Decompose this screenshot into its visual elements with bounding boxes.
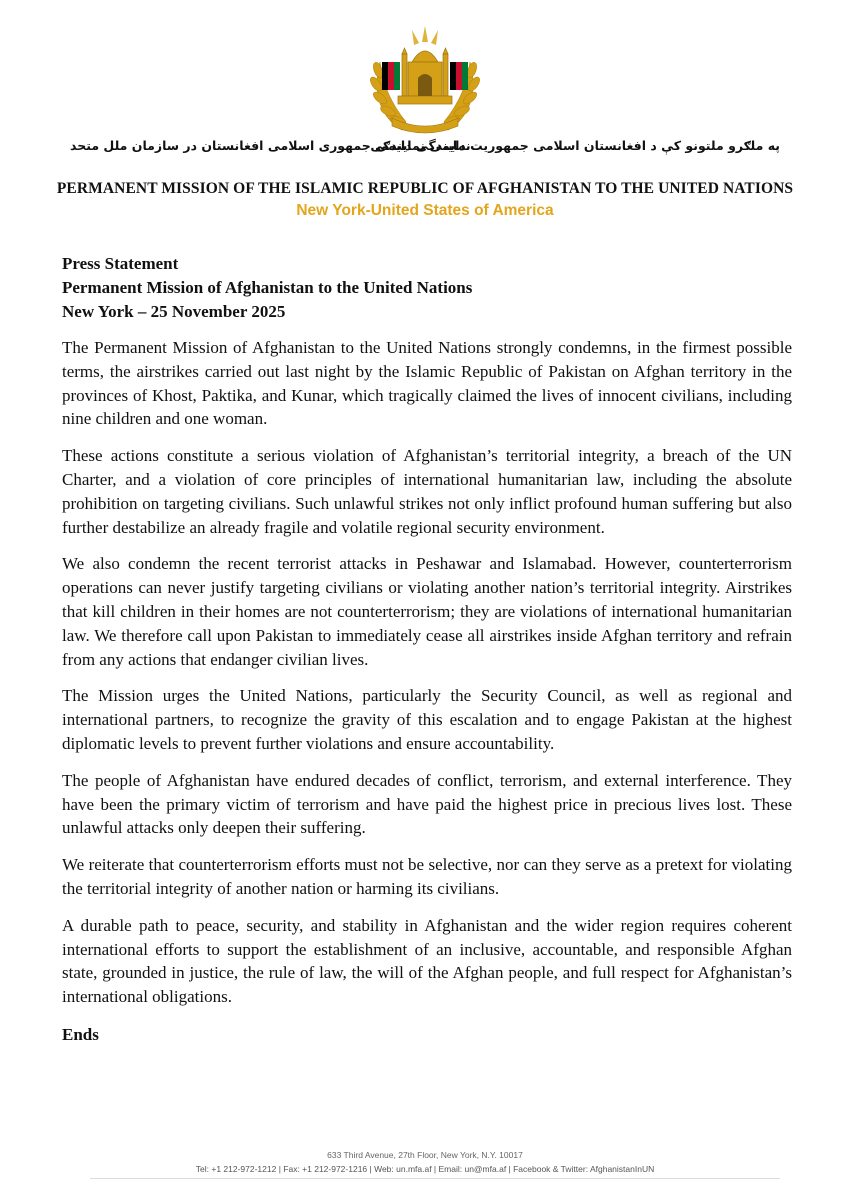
paragraph: The Permanent Mission of Afghanistan to the United Nations strongly condemns, in the firmest possible terms, the airstrikes carried out last night by the Islamic Republic of Pakistan on Afghan territory in the provinces of Khost, Paktika, and Kunar, which tragically claimed the lives of innocent civilians, including nine children and one woman.	[62, 338, 792, 429]
paragraph: We reiterate that counterterrorism efforts must not be selective, nor can they serve as a pretext for violating the territorial integrity of another nation or harming its civilians.	[62, 855, 792, 898]
footer-address: 633 Third Avenue, 27th Floor, New York, N.Y. 10017	[327, 1150, 523, 1160]
closing: Ends	[62, 1024, 99, 1044]
statement-place-date: New York – 25 November 2025	[62, 302, 286, 321]
statement-issuer: Permanent Mission of Afghanistan to the United Nations	[62, 278, 473, 297]
paragraph: We also condemn the recent terrorist attacks in Peshawar and Islamabad. However, counterterrorism operations can never justify targeting civilians or violating another nation’s territorial integrity. Airstrikes that kill children in their homes are not counterterrorism; they are violations of international humanitarian law. We therefore call upon Pakistan to immediately cease all airstrikes inside Afghan territory and refrain from any actions that endanger civilian lives.	[62, 554, 792, 669]
paragraph: A durable path to peace, security, and stability in Afghanistan and the wider region requires coherent international efforts to support the establishment of an inclusive, accountable, and responsible Afghan state, grounded in justice, the rule of law, the will of the Afghan people, and full respect for Afghanistan’s international obligations.	[62, 915, 792, 1007]
statement-body	[62, 252, 792, 1045]
statement-label: Press Statement	[62, 254, 179, 273]
mission-title: PERMANENT MISSION OF THE ISLAMIC REPUBLIC OF AFGHANISTAN TO THE UNITED NATIONS	[56, 180, 794, 197]
footer	[70, 1148, 780, 1180]
letterhead-pashto-line: په ملګرو ملتونو کې د افغانستان اسلامی جمهوریت دایمی نمایندګی	[370, 138, 780, 153]
letterhead-dari-line: نمایندگی دایمی جمهوری اسلامی افغانستان در سازمان ملل متحد	[70, 138, 471, 153]
paragraph: The Mission urges the United Nations, particularly the Security Council, as well as regional and international partners, to recognize the gravity of this escalation and to engage Pakistan at the highest diplomatic levels to prevent further violations and ensure accountability.	[62, 686, 792, 753]
footer-divider	[90, 1178, 780, 1179]
national-emblem-icon	[362, 22, 488, 140]
statement-header	[62, 252, 792, 324]
paragraph: These actions constitute a serious violation of Afghanistan’s territorial integrity, a breach of the UN Charter, and a violation of core principles of international humanitarian law, including the absolute prohibition on targeting civilians. Such unlawful strikes not only inflict profound human suffering but also further destabilize an already fragile and volatile regional security environment.	[62, 446, 792, 537]
footer-contact: Tel: +1 212-972-1212 | Fax: +1 212-972-1216 | Web: un.mfa.af | Email: un@mfa.af | Facebook & Twitter: AfghanistanInUN	[195, 1164, 655, 1174]
paragraph: The people of Afghanistan have endured decades of conflict, terrorism, and external interference. They have been the primary victim of terrorism and have paid the highest price in precious lives lost. These unlawful attacks only deepen their suffering.	[62, 770, 792, 838]
mission-subtitle: New York-United States of America	[296, 202, 554, 219]
